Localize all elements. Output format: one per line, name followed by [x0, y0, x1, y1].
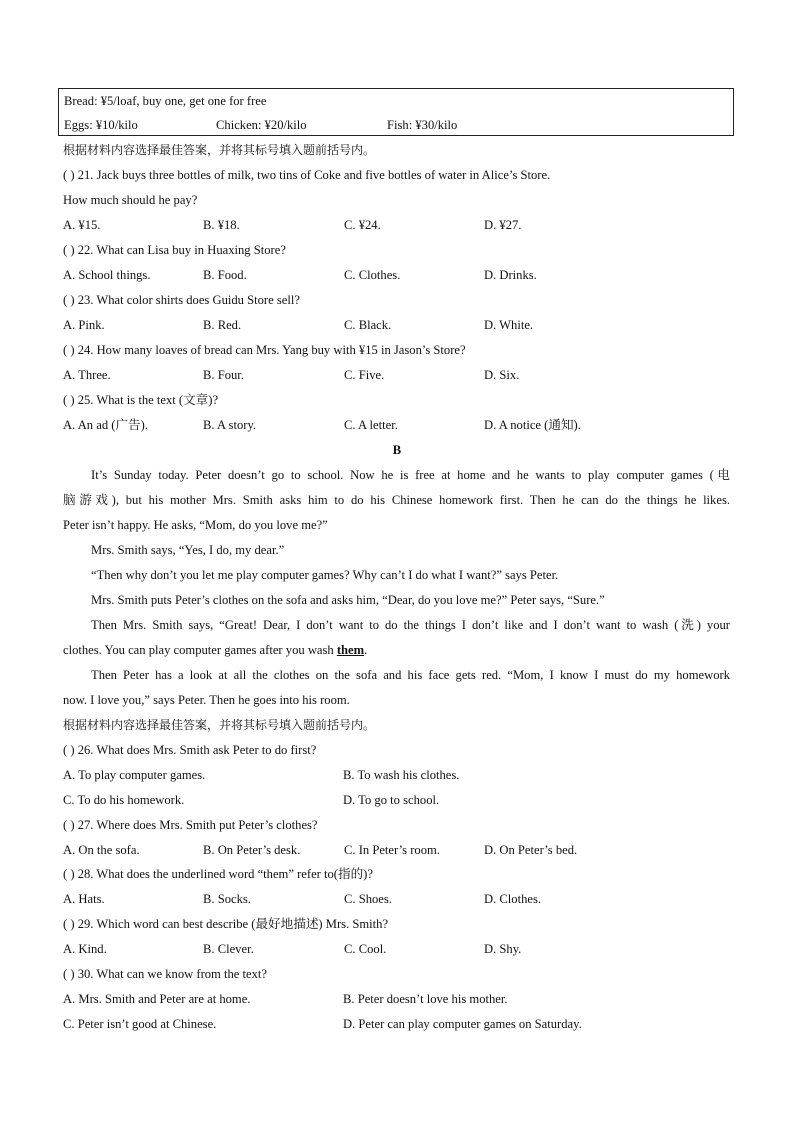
option-d[interactable]: D. To go to school. — [343, 793, 440, 807]
answer-blank[interactable]: ( ) — [63, 867, 75, 881]
underlined-word-them: them — [336, 643, 365, 657]
question-21-cont: How much should he pay? — [63, 193, 198, 207]
passage-line: now. I love you,” says Peter. Then he goes into his room. — [63, 693, 350, 707]
section-b-heading: B — [392, 443, 402, 457]
question-26: ( ) 26. What does Mrs. Smith ask Peter to do first? — [63, 743, 317, 757]
option-c[interactable]: C. To do his homework. — [63, 793, 185, 807]
passage-line: Mrs. Smith says, “Yes, I do, my dear.” — [91, 543, 285, 557]
answer-blank[interactable]: ( ) — [63, 917, 75, 931]
passage-line: Peter isn’t happy. He asks, “Mom, do you love me?” — [63, 518, 328, 532]
option-c[interactable]: C. A letter. — [344, 418, 398, 432]
question-28: ( ) 28. What does the underlined word “them” refer to(指的)? — [63, 867, 373, 881]
fish-price: Fish: ¥30/kilo — [387, 118, 458, 132]
question-21: ( ) 21. Jack buys three bottles of milk, two tins of Coke and five bottles of water in Alice’s Store. — [63, 168, 551, 182]
option-c[interactable]: C. Cool. — [344, 942, 387, 956]
option-b[interactable]: B. Four. — [203, 368, 244, 382]
passage-line: Mrs. Smith puts Peter’s clothes on the sofa and asks him, “Dear, do you love me?” Peter says, “Sure.” — [91, 593, 605, 607]
option-d[interactable]: D. On Peter’s bed. — [484, 843, 578, 857]
option-c[interactable]: C. Black. — [344, 318, 392, 332]
answer-blank[interactable]: ( ) — [63, 393, 75, 407]
option-a[interactable]: A. Hats. — [63, 892, 105, 906]
question-22: ( ) 22. What can Lisa buy in Huaxing Store? — [63, 243, 286, 257]
question-24: ( ) 24. How many loaves of bread can Mrs. Yang buy with ¥15 in Jason’s Store? — [63, 343, 466, 357]
option-a[interactable]: A. ¥15. — [63, 218, 101, 232]
option-a[interactable]: A. On the sofa. — [63, 843, 140, 857]
chicken-price: Chicken: ¥20/kilo — [216, 118, 307, 132]
option-a[interactable]: A. Mrs. Smith and Peter are at home. — [63, 992, 251, 1006]
eggs-price: Eggs: ¥10/kilo — [64, 118, 138, 132]
option-a[interactable]: A. To play computer games. — [63, 768, 206, 782]
option-d[interactable]: D. A notice (通知). — [484, 418, 581, 432]
passage-line: “Then why don’t you let me play computer games? Why can’t I do what I want?” says Peter. — [91, 568, 559, 582]
passage-line: Then Peter has a look at all the clothes on the sofa and his face gets red. “Mom, I know I must do my homework — [91, 668, 730, 682]
option-c[interactable]: C. Five. — [344, 368, 385, 382]
answer-blank[interactable]: ( ) — [63, 818, 75, 832]
option-c[interactable]: C. ¥24. — [344, 218, 381, 232]
option-c[interactable]: C. Peter isn’t good at Chinese. — [63, 1017, 217, 1031]
passage-line: clothes. You can play computer games after you wash them. — [63, 643, 368, 657]
option-a[interactable]: A. Pink. — [63, 318, 105, 332]
bread-price: Bread: ¥5/loaf, buy one, get one for free — [64, 94, 267, 108]
option-a[interactable]: A. School things. — [63, 268, 151, 282]
instruction-b: 根据材料内容选择最佳答案，并将其标号填入题前括号内。 — [63, 718, 376, 732]
option-b[interactable]: B. To wash his clothes. — [343, 768, 460, 782]
option-d[interactable]: D. ¥27. — [484, 218, 522, 232]
option-d[interactable]: D. Clothes. — [484, 892, 542, 906]
option-b[interactable]: B. Food. — [203, 268, 247, 282]
question-25: ( ) 25. What is the text (文章)? — [63, 393, 219, 407]
option-b[interactable]: B. Socks. — [203, 892, 251, 906]
option-a[interactable]: A. An ad (广告). — [63, 418, 148, 432]
option-a[interactable]: A. Three. — [63, 368, 111, 382]
passage-line: 脑游戏), but his mother Mrs. Smith asks him to do his Chinese homework first. Then he can do the things he likes. — [63, 493, 730, 507]
option-c[interactable]: C. In Peter’s room. — [344, 843, 440, 857]
answer-blank[interactable]: ( ) — [63, 243, 75, 257]
question-29: ( ) 29. Which word can best describe (最好地描述) Mrs. Smith? — [63, 917, 389, 931]
option-b[interactable]: B. ¥18. — [203, 218, 240, 232]
question-30: ( ) 30. What can we know from the text? — [63, 967, 268, 981]
question-23: ( ) 23. What color shirts does Guidu Store sell? — [63, 293, 300, 307]
option-d[interactable]: D. Drinks. — [484, 268, 537, 282]
option-a[interactable]: A. Kind. — [63, 942, 107, 956]
instruction-a: 根据材料内容选择最佳答案，并将其标号填入题前括号内。 — [63, 143, 376, 157]
option-b[interactable]: B. Peter doesn’t love his mother. — [343, 992, 508, 1006]
option-d[interactable]: D. Six. — [484, 368, 520, 382]
passage-line: It’s Sunday today. Peter doesn’t go to school. Now he is free at home and he wants to play computer games (电 — [91, 468, 730, 482]
answer-blank[interactable]: ( ) — [63, 967, 75, 981]
option-b[interactable]: B. Red. — [203, 318, 242, 332]
option-c[interactable]: C. Clothes. — [344, 268, 401, 282]
answer-blank[interactable]: ( ) — [63, 343, 75, 357]
option-d[interactable]: D. Peter can play computer games on Saturday. — [343, 1017, 582, 1031]
answer-blank[interactable]: ( ) — [63, 293, 75, 307]
option-c[interactable]: C. Shoes. — [344, 892, 392, 906]
option-d[interactable]: D. White. — [484, 318, 534, 332]
answer-blank[interactable]: ( ) — [63, 168, 75, 182]
option-b[interactable]: B. A story. — [203, 418, 257, 432]
option-d[interactable]: D. Shy. — [484, 942, 522, 956]
question-27: ( ) 27. Where does Mrs. Smith put Peter’s clothes? — [63, 818, 318, 832]
option-b[interactable]: B. Clever. — [203, 942, 254, 956]
price-box — [58, 88, 734, 136]
passage-line: Then Mrs. Smith says, “Great! Dear, I don’t want to do the things I don’t like and I don’t want to wash (洗) your — [91, 618, 730, 632]
answer-blank[interactable]: ( ) — [63, 743, 75, 757]
option-b[interactable]: B. On Peter’s desk. — [203, 843, 301, 857]
